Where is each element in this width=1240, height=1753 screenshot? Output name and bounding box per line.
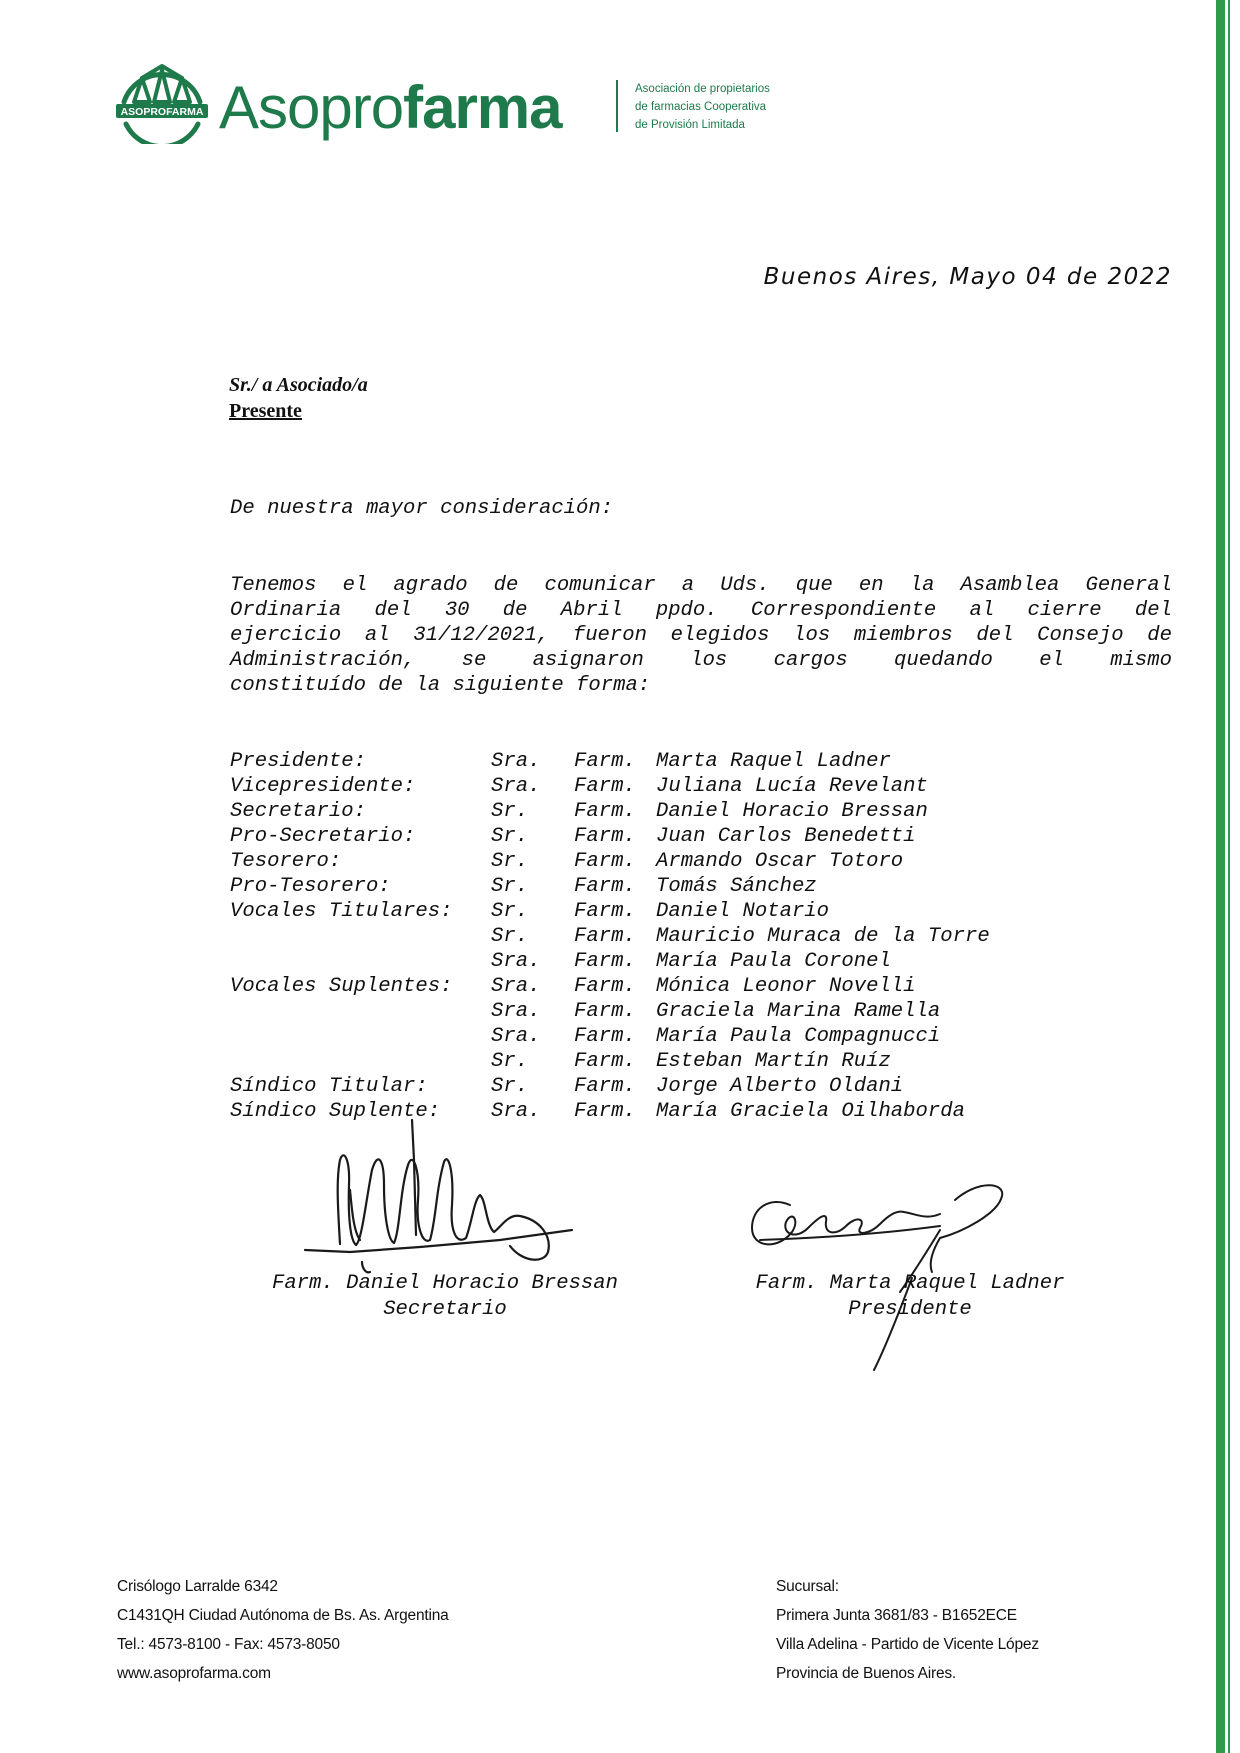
tagline-line: de farmacias Cooperativa [635, 101, 767, 113]
footer-line: C1431QH Ciudad Autónoma de Bs. As. Argentina [117, 1607, 449, 1624]
signature-bressan [305, 1120, 572, 1272]
board-honorific: Sra. [491, 775, 541, 798]
body-line: constituído de la siguiente forma: [230, 674, 651, 697]
board-role: Pro-Tesorero: [230, 875, 391, 898]
board-honorific: Sr. [491, 925, 529, 948]
board-member-name: Juliana Lucía Revelant [656, 775, 928, 798]
body-line: Tenemos el agrado de comunicar a Uds. que en la Asamblea General [230, 574, 1172, 597]
green-side-bar [1216, 0, 1225, 1753]
board-farm-prefix: Farm. [574, 900, 636, 923]
footer-website: www.asoprofarma.com [117, 1665, 271, 1682]
board-member-name: Mauricio Muraca de la Torre [656, 925, 990, 948]
board-farm-prefix: Farm. [574, 775, 636, 798]
board-honorific: Sra. [491, 1025, 541, 1048]
salutation: De nuestra mayor consideración: [230, 497, 614, 520]
board-member-name: Jorge Alberto Oldani [656, 1075, 904, 1098]
board-member-name: Daniel Notario [656, 900, 830, 923]
body-paragraph [230, 573, 1172, 698]
board-role: Síndico Suplente: [230, 1100, 441, 1123]
brand-tagline [635, 80, 770, 134]
board-farm-prefix: Farm. [574, 750, 636, 773]
board-member-name: Marta Raquel Ladner [656, 750, 891, 773]
footer-line: Villa Adelina - Partido de Vicente López [776, 1636, 1039, 1653]
footer-address-main [117, 1572, 449, 1688]
board-honorific: Sr. [491, 1050, 529, 1073]
logo-badge-text: ASOPROFARMA [120, 106, 204, 118]
green-side-bar-thin [1228, 0, 1230, 1753]
board-member-name: Tomás Sánchez [656, 875, 817, 898]
scales-of-justice-icon [112, 44, 212, 144]
board-honorific: Sr. [491, 800, 529, 823]
board-honorific: Sr. [491, 875, 529, 898]
board-role: Síndico Titular: [230, 1075, 428, 1098]
board-member-name: María Graciela Oilhaborda [656, 1100, 965, 1123]
board-member-name: Graciela Marina Ramella [656, 1000, 941, 1023]
signatory-role: Presidente [848, 1298, 972, 1321]
board-farm-prefix: Farm. [574, 875, 636, 898]
board-role: Secretario: [230, 800, 366, 823]
board-role: Pro-Secretario: [230, 825, 416, 848]
board-honorific: Sra. [491, 1100, 541, 1123]
board-member-name: Esteban Martín Ruíz [656, 1050, 891, 1073]
board-farm-prefix: Farm. [574, 1100, 636, 1123]
letter-date: Buenos Aires, Mayo 04 de 2022 [763, 264, 1172, 290]
board-farm-prefix: Farm. [574, 1050, 636, 1073]
board-farm-prefix: Farm. [574, 1025, 636, 1048]
board-role: Vocales Suplentes: [230, 975, 453, 998]
board-member-name: María Paula Coronel [656, 950, 891, 973]
board-honorific: Sr. [491, 900, 529, 923]
board-farm-prefix: Farm. [574, 800, 636, 823]
tagline-line: de Provisión Limitada [635, 119, 745, 131]
recipient-block [229, 372, 368, 424]
tagline-line: Asociación de propietarios [635, 83, 770, 95]
board-honorific: Sr. [491, 850, 529, 873]
board-farm-prefix: Farm. [574, 825, 636, 848]
signature-caption-presidente [730, 1271, 1090, 1323]
board-farm-prefix: Farm. [574, 850, 636, 873]
board-role: Tesorero: [230, 850, 342, 873]
board-member-name: Juan Carlos Benedetti [656, 825, 916, 848]
signature-caption-secretario [240, 1271, 650, 1323]
signatory-name: Farm. Marta Raquel Ladner [755, 1272, 1065, 1295]
footer-address-branch [776, 1572, 1039, 1688]
board-role: Presidente: [230, 750, 366, 773]
board-member-name: Daniel Horacio Bressan [656, 800, 928, 823]
board-honorific: Sra. [491, 950, 541, 973]
brand-name-light: Asopro [219, 74, 404, 141]
signatory-name: Farm. Daniel Horacio Bressan [271, 1272, 619, 1295]
board-farm-prefix: Farm. [574, 1000, 636, 1023]
body-line: Ordinaria del 30 de Abril ppdo. Correspondiente al cierre del [230, 599, 1172, 622]
board-role: Vocales Titulares: [230, 900, 453, 923]
footer-line: Provincia de Buenos Aires. [776, 1665, 957, 1682]
board-role: Vicepresidente: [230, 775, 416, 798]
recipient-presente: Presente [229, 400, 302, 422]
footer-line: Tel.: 4573-8100 - Fax: 4573-8050 [117, 1636, 340, 1653]
brand-divider [616, 80, 618, 132]
board-honorific: Sr. [491, 1075, 529, 1098]
board-farm-prefix: Farm. [574, 1075, 636, 1098]
brand-name-bold: farma [403, 74, 562, 141]
board-honorific: Sra. [491, 750, 541, 773]
board-farm-prefix: Farm. [574, 950, 636, 973]
footer-line: Sucursal: [776, 1578, 839, 1595]
recipient-line: Sr./ a Asociado/a [229, 374, 368, 396]
board-farm-prefix: Farm. [574, 975, 636, 998]
board-honorific: Sr. [491, 825, 529, 848]
board-member-name: María Paula Compagnucci [656, 1025, 941, 1048]
body-line: ejercicio al 31/12/2021, fueron elegidos los miembros del Consejo de [230, 624, 1172, 647]
board-honorific: Sra. [491, 1000, 541, 1023]
signatory-role: Secretario [383, 1298, 507, 1321]
board-honorific: Sra. [491, 975, 541, 998]
footer-line: Primera Junta 3681/83 - B1652ECE [776, 1607, 1017, 1624]
footer-line: Crisólogo Larralde 6342 [117, 1578, 278, 1595]
body-line: Administración, se asignaron los cargos quedando el mismo [230, 649, 1172, 672]
brand-name [219, 68, 562, 148]
board-member-name: Armando Oscar Totoro [656, 850, 904, 873]
board-farm-prefix: Farm. [574, 925, 636, 948]
board-member-name: Mónica Leonor Novelli [656, 975, 916, 998]
